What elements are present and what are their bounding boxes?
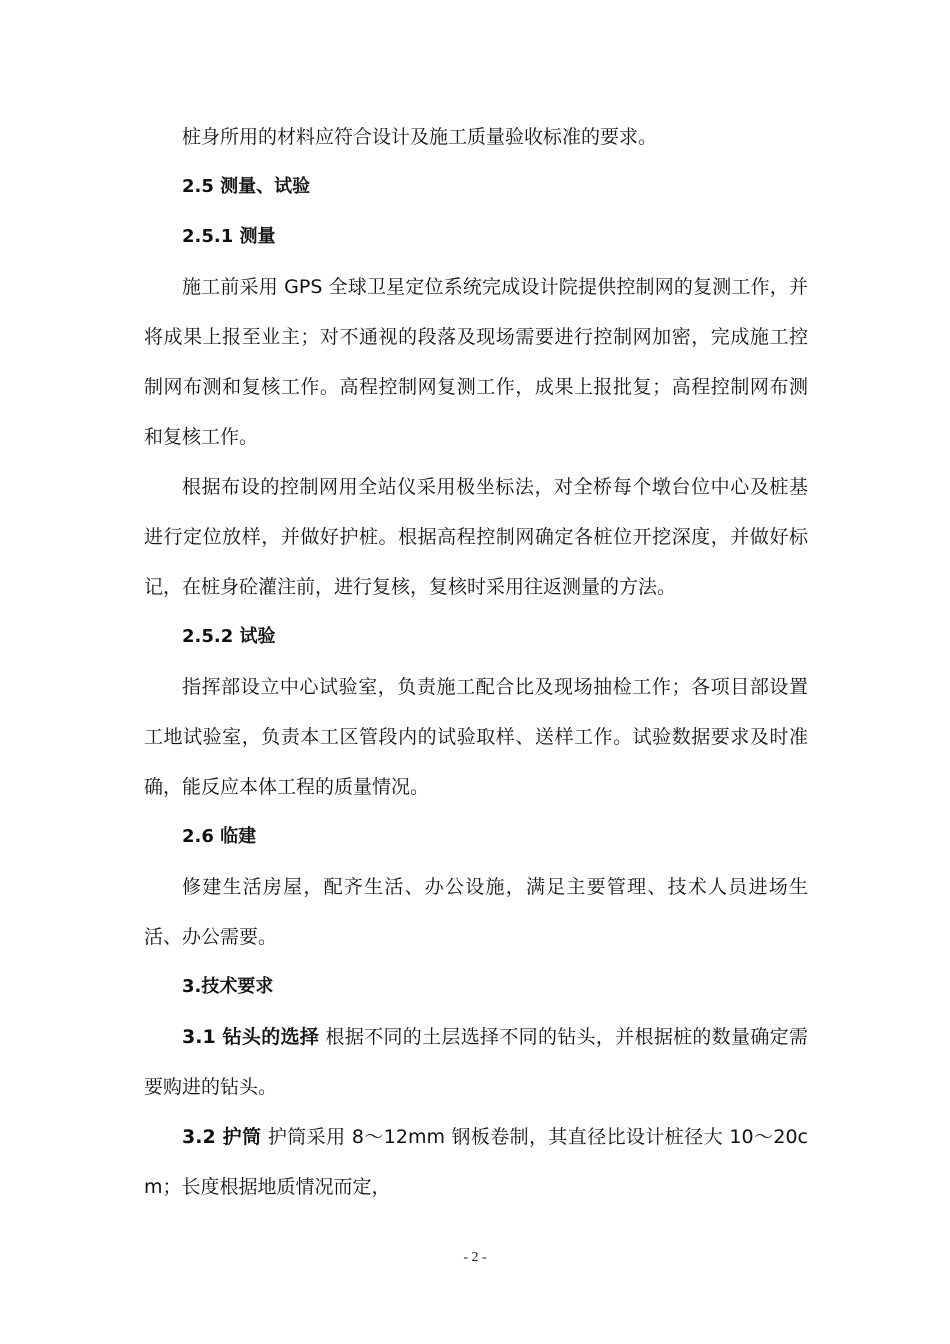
paragraph-drill-bit [144,1012,808,1112]
drill-bit-lead: 3.1 钻头的选择 [182,1026,320,1048]
heading-2-6: 2.6 临建 [182,826,257,847]
casing-lead: 3.2 护筒 [182,1126,262,1148]
heading-2-5-2: 2.5.2 试验 [182,626,276,647]
paragraph-testing-lab: 指挥部设立中心试验室，负责施工配合比及现场抽检工作；各项目部设置工地试验室，负责本工区管段内的试验取样、送样工作。试验数据要求及时准确，能反应本体工程的质量情况。 [144,676,808,798]
page-number: - 2 - [463,1250,487,1265]
document-body [144,112,808,1212]
heading-3: 3.技术要求 [182,976,274,997]
paragraph-pile-material: 桩身所用的材料应符合设计及施工质量验收标准的要求。 [182,126,658,148]
heading-2-5-1: 2.5.1 测量 [182,226,276,247]
paragraph-temporary-works: 修建生活房屋，配齐生活、办公设施，满足主要管理、技术人员进场生活、办公需要。 [144,876,808,948]
heading-2-5: 2.5 测量、试验 [182,176,311,197]
paragraph-survey-layout: 根据布设的控制网用全站仪采用极坐标法，对全桥每个墩台位中心及桩基进行定位放样，并做好护桩。根据高程控制网确定各桩位开挖深度，并做好标记，在桩身砼灌注前，进行复核，复核时采用往返测量的方法。 [144,476,808,598]
paragraph-casing [144,1112,808,1212]
casing-text: 护筒采用 8～12mm 钢板卷制，其直径比设计桩径大 10～20cm；长度根据地质情况而定， [144,1126,808,1198]
paragraph-survey-gps: 施工前采用 GPS 全球卫星定位系统完成设计院提供控制网的复测工作，并将成果上报至业主；对不通视的段落及现场需要进行控制网加密，完成施工控制网布测和复核工作。高程控制网复测工作，成果上报批复；高程控制网布测和复核工作。 [144,276,808,448]
drill-bit-text: 根据不同的土层选择不同的钻头，并根据桩的数量确定需要购进的钻头。 [144,1026,808,1098]
